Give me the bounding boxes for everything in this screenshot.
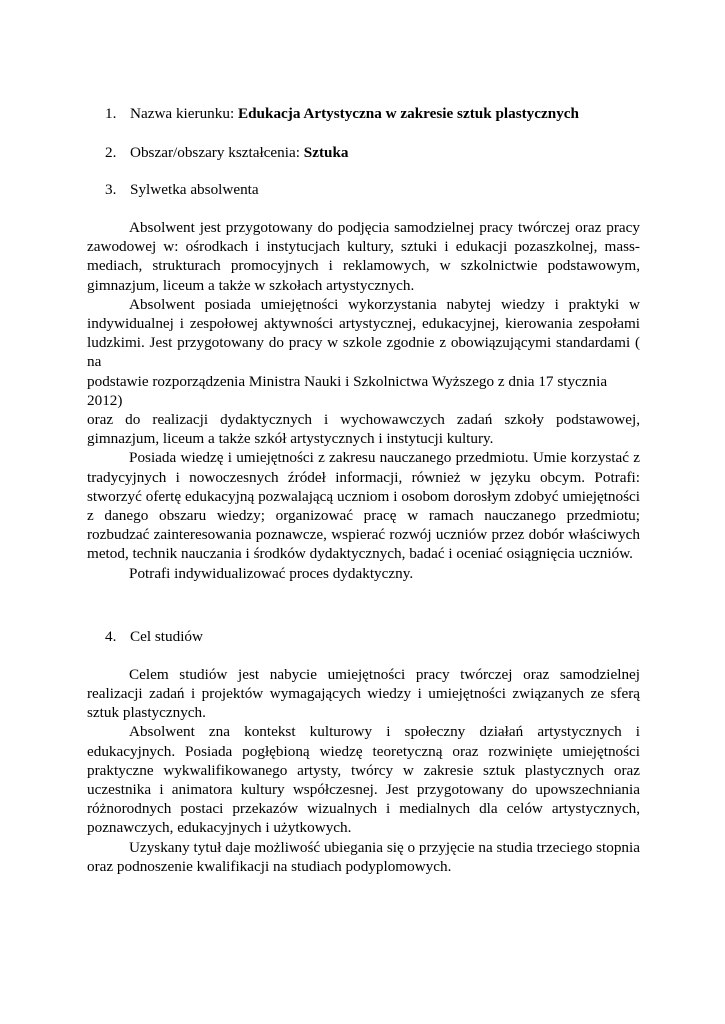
graduate-profile-heading: Sylwetka absolwenta xyxy=(130,181,259,198)
graduate-paragraph-1: Absolwent jest przygotowany do podjęcia samodzielnej pracy twórczej oraz pracy zawodowej w: ośrodkach i instytucjach kultury, sztuki i edukacji pozaszkolnej, mass-mediach, strukturach promocyjnych i reklamowych, w szkolnictwie podstawowym, gimnazjum, liceum a także w szkołach artystycznych. xyxy=(87,219,640,294)
list-text xyxy=(130,104,579,123)
goal-paragraph-1: Celem studiów jest nabycie umiejętności pracy twórczej oraz samodzielnej realizacji zadań i projektów wymagających wiedzy i umiejętności związanych ze sferą sztuk plastycznych. xyxy=(87,665,640,722)
list-number: 3. xyxy=(105,181,117,198)
list-item-graduate-profile xyxy=(87,180,640,199)
list-text xyxy=(130,143,348,162)
list-item-area xyxy=(87,143,640,162)
graduate-paragraph-4: Potrafi indywidualizować proces dydaktyczny. xyxy=(129,564,414,582)
graduate-paragraph-2-regulation: podstawie rozporządzenia Ministra Nauki i Szkolnictwa Wyższego z dnia 17 stycznia 2012) xyxy=(87,372,608,409)
graduate-paragraph-2-tasks: oraz do realizacji dydaktycznych i wychowawczych zadań szkoły podstawowej, gimnazjum, liceum a także szkół artystycznych i instytucji kultury. xyxy=(87,411,640,448)
list-item-study-goal xyxy=(87,627,640,646)
list-number: 2. xyxy=(105,144,117,161)
list-number: 4. xyxy=(105,627,117,645)
field-name-value: Edukacja Artystyczna w zakresie sztuk plastycznych xyxy=(237,105,579,122)
study-goal-heading: Cel studiów xyxy=(130,627,203,645)
document-body xyxy=(87,104,640,876)
area-value: Sztuka xyxy=(303,144,349,161)
goal-paragraph-2: Absolwent zna kontekst kulturowy i społeczny działań artystycznych i edukacyjnych. Posiada pogłębioną wiedzę teoretyczną oraz rozwinięte umiejętności praktyczne wykwalifikowanego artysty, twórcy w zakresie sztuk plastycznych oraz uczestnika i animatora kultury współczesnej. Jest przygotowany do upowszechniania różnorodnych postaci przekazów wizualnych i medialnych dla celów artystycznych, poznawczych, edukacyjnych i użytkowych. xyxy=(87,723,640,837)
area-label: Obszar/obszary kształcenia: xyxy=(130,144,304,161)
field-name-label: Nazwa kierunku: xyxy=(130,105,238,122)
graduate-paragraph-2: Absolwent posiada umiejętności wykorzystania nabytej wiedzy i praktyki w indywidualnej i zespołowej aktywności artystycznej, edukacyjnej, kierowania zespołami ludzkimi. Jest przygotowany do pracy w szkole zgodnie z obowiązującymi standardami ( na xyxy=(87,295,640,371)
list-number: 1. xyxy=(105,105,117,122)
list-item-field-name xyxy=(87,104,640,123)
goal-paragraph-3: Uzyskany tytuł daje możliwość ubiegania się o przyjęcie na studia trzeciego stopnia oraz podnoszenie kwalifikacji na studiach podyplomowych. xyxy=(87,838,640,875)
graduate-paragraph-3: Posiada wiedzę i umiejętności z zakresu nauczanego przedmiotu. Umie korzystać z tradycyjnych i nowoczesnych źródeł informacji, również w języku obcym. Potrafi: stworzyć ofertę edukacyjną pozwalającą uczniom i osobom dorosłym zdobyć umiejętności z danego obszaru wiedzy; organizować pracę w ramach nauczanego przedmiotu; rozbudzać zainteresowania poznawcze, wspierać rozwój uczniów przez dobór właściwych metod, technik nauczania i środków dydaktycznych, badać i oceniać osiągnięcia uczniów. xyxy=(87,449,640,563)
